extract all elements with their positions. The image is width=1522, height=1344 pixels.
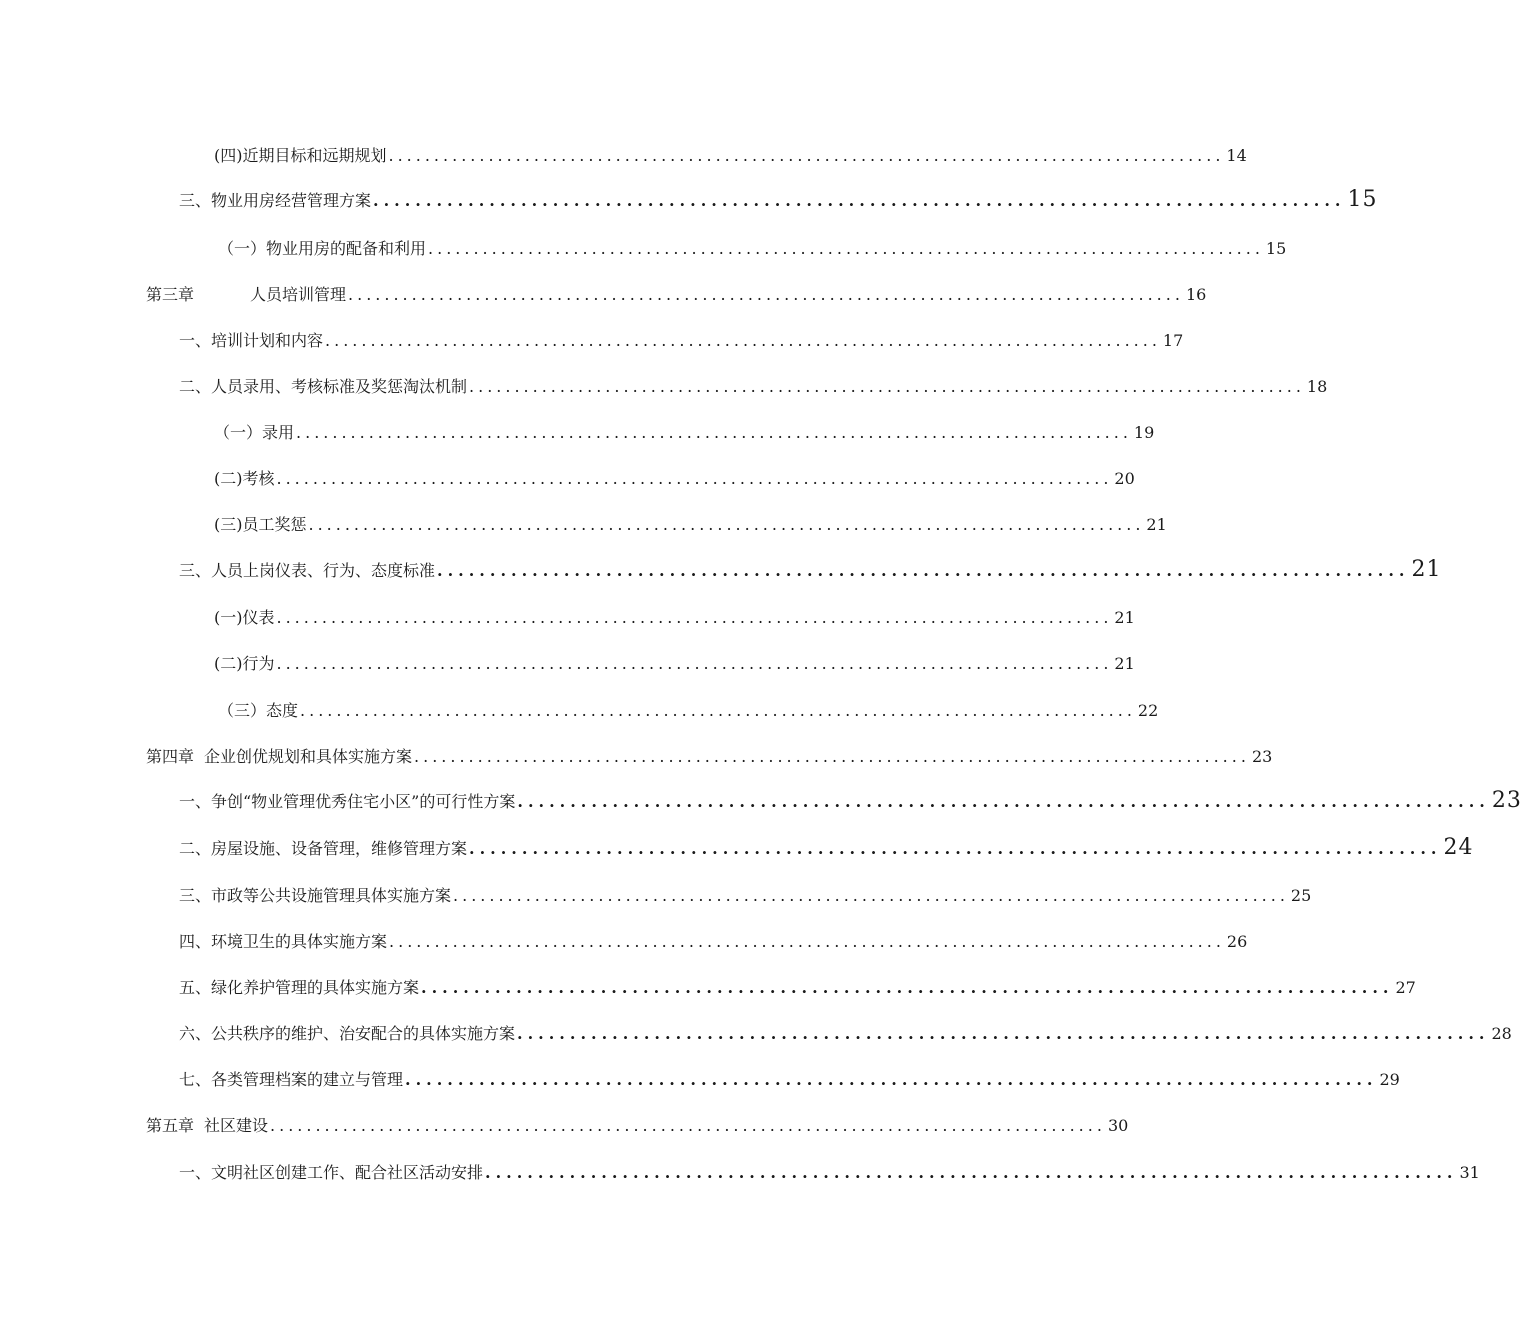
toc-page-number: 21 — [1114, 608, 1135, 627]
dot-leader: ............................................................................................ — [469, 839, 1442, 858]
dot-leader: ............................................................................................ — [348, 285, 1184, 304]
dot-leader: ............................................................................................ — [405, 1070, 1378, 1089]
toc-entry[interactable] — [179, 885, 1312, 907]
chapter-number: 第三章 — [146, 285, 195, 304]
dot-leader: ............................................................................................ — [300, 701, 1136, 720]
toc-entry-chapter[interactable] — [146, 746, 1273, 768]
dot-leader: ............................................................................................ — [389, 932, 1225, 951]
toc-page-number: 17 — [1162, 331, 1184, 350]
toc-entry[interactable] — [179, 835, 1474, 860]
dot-leader: ............................................................................................ — [388, 146, 1225, 165]
toc-entry[interactable] — [214, 653, 1135, 675]
toc-entry[interactable] — [214, 514, 1167, 536]
toc-entry-title: 二、人员录用、考核标准及奖惩淘汰机制 — [179, 377, 468, 396]
toc-entry[interactable] — [218, 238, 1287, 260]
dot-leader: ............................................................................................ — [453, 886, 1289, 905]
dot-leader: ............................................................................................ — [469, 377, 1305, 396]
toc-entry[interactable] — [179, 330, 1184, 352]
toc-entry[interactable] — [214, 422, 1155, 444]
toc-entry[interactable] — [179, 187, 1378, 212]
dot-leader: ............................................................................................ — [517, 792, 1490, 811]
toc-entry[interactable] — [179, 1162, 1480, 1184]
toc-page-number: 22 — [1137, 701, 1159, 720]
toc-entry[interactable] — [179, 977, 1416, 999]
toc-page-number: 23 — [1251, 747, 1273, 766]
toc-page-number: 21 — [1411, 557, 1442, 582]
toc-entry[interactable] — [179, 376, 1328, 398]
toc-entry-title: 三、人员上岗仪表、行为、态度标准 — [179, 561, 436, 580]
dot-leader: ............................................................................................ — [276, 469, 1113, 488]
toc-entry-title: 社区建设 — [204, 1116, 269, 1135]
toc-page-number: 29 — [1379, 1070, 1400, 1089]
toc-entry-title: 人员培训管理 — [250, 285, 347, 304]
toc-entry-title: （一）物业用房的配备和利用 — [218, 239, 427, 258]
dot-leader: ............................................................................................ — [373, 191, 1346, 210]
toc-entry[interactable] — [179, 1023, 1512, 1045]
dot-leader: ............................................................................................ — [414, 747, 1250, 766]
toc-page-number: 30 — [1107, 1116, 1129, 1135]
toc-entry-title: 一、文明社区创建工作、配合社区活动安排 — [179, 1163, 484, 1182]
toc-entry[interactable] — [179, 1069, 1400, 1091]
toc-entry-title: 企业创优规划和具体实施方案 — [204, 747, 413, 766]
toc-page-number: 28 — [1491, 1024, 1512, 1043]
toc-page-number: 15 — [1347, 187, 1378, 212]
toc-page-number: 14 — [1226, 146, 1247, 165]
toc-entry-title: 七、各类管理档案的建立与管理 — [179, 1070, 404, 1089]
toc-entry-title: 一、培训计划和内容 — [179, 331, 324, 350]
toc-page-number: 15 — [1265, 239, 1287, 258]
toc-entry[interactable] — [218, 700, 1159, 722]
toc-page-number: 19 — [1133, 423, 1155, 442]
toc-page-number: 20 — [1114, 469, 1135, 488]
chapter-number: 第五章 — [146, 1116, 195, 1135]
toc-page-number: 21 — [1114, 654, 1135, 673]
dot-leader: ............................................................................................ — [276, 608, 1113, 627]
toc-entry[interactable] — [179, 557, 1442, 582]
toc-entry-chapter[interactable] — [146, 1115, 1129, 1137]
toc-entry-title: 三、物业用房经营管理方案 — [179, 191, 372, 210]
toc-entry-title: （三）态度 — [218, 701, 299, 720]
toc-page-number: 25 — [1290, 886, 1312, 905]
toc-page-number: 27 — [1395, 978, 1416, 997]
dot-leader: ............................................................................................ — [325, 331, 1161, 350]
toc-entry-title: （一）录用 — [214, 423, 295, 442]
toc-page-number: 21 — [1146, 515, 1167, 534]
toc-entry-title: 五、绿化养护管理的具体实施方案 — [179, 978, 420, 997]
toc-entry-chapter[interactable] — [146, 284, 1207, 306]
dot-leader: ............................................................................................ — [270, 1116, 1106, 1135]
toc-page-number: 26 — [1226, 932, 1248, 951]
toc-page-number: 18 — [1306, 377, 1328, 396]
dot-leader: ............................................................................................ — [517, 1024, 1490, 1043]
dot-leader: ............................................................................................ — [485, 1163, 1458, 1182]
chapter-number: 第四章 — [146, 747, 195, 766]
dot-leader: ............................................................................................ — [437, 561, 1410, 580]
toc-entry[interactable] — [179, 788, 1522, 813]
toc-entry[interactable] — [214, 607, 1135, 629]
toc-page-number: 16 — [1185, 285, 1207, 304]
toc-entry-title: (二)行为 — [214, 654, 275, 673]
dot-leader: ............................................................................................ — [421, 978, 1394, 997]
toc-entry-title: 一、争创“物业管理优秀住宅小区”的可行性方案 — [179, 792, 516, 811]
toc-entry-title: (一)仪表 — [214, 608, 275, 627]
toc-page-number: 23 — [1491, 788, 1522, 813]
toc-entry-title: 三、市政等公共设施管理具体实施方案 — [179, 886, 452, 905]
toc-entry[interactable] — [214, 145, 1247, 167]
toc-page-number: 24 — [1443, 835, 1474, 860]
dot-leader: ............................................................................................ — [308, 515, 1145, 534]
toc-entry-title: (三)员工奖惩 — [214, 515, 307, 534]
toc-entry-title: 二、房屋设施、设备管理，维修管理方案 — [179, 839, 468, 858]
toc-entry-title: (二)考核 — [214, 469, 275, 488]
dot-leader: ............................................................................................ — [428, 239, 1264, 258]
toc-entry[interactable] — [179, 931, 1248, 953]
toc-entry-title: 六、公共秩序的维护、治安配合的具体实施方案 — [179, 1024, 516, 1043]
toc-entry[interactable] — [214, 468, 1135, 490]
dot-leader: ............................................................................................ — [296, 423, 1132, 442]
toc-entry-title: 四、环境卫生的具体实施方案 — [179, 932, 388, 951]
dot-leader: ............................................................................................ — [276, 654, 1113, 673]
toc-page-number: 31 — [1459, 1163, 1480, 1182]
toc-entry-title: (四)近期目标和远期规划 — [214, 146, 387, 165]
